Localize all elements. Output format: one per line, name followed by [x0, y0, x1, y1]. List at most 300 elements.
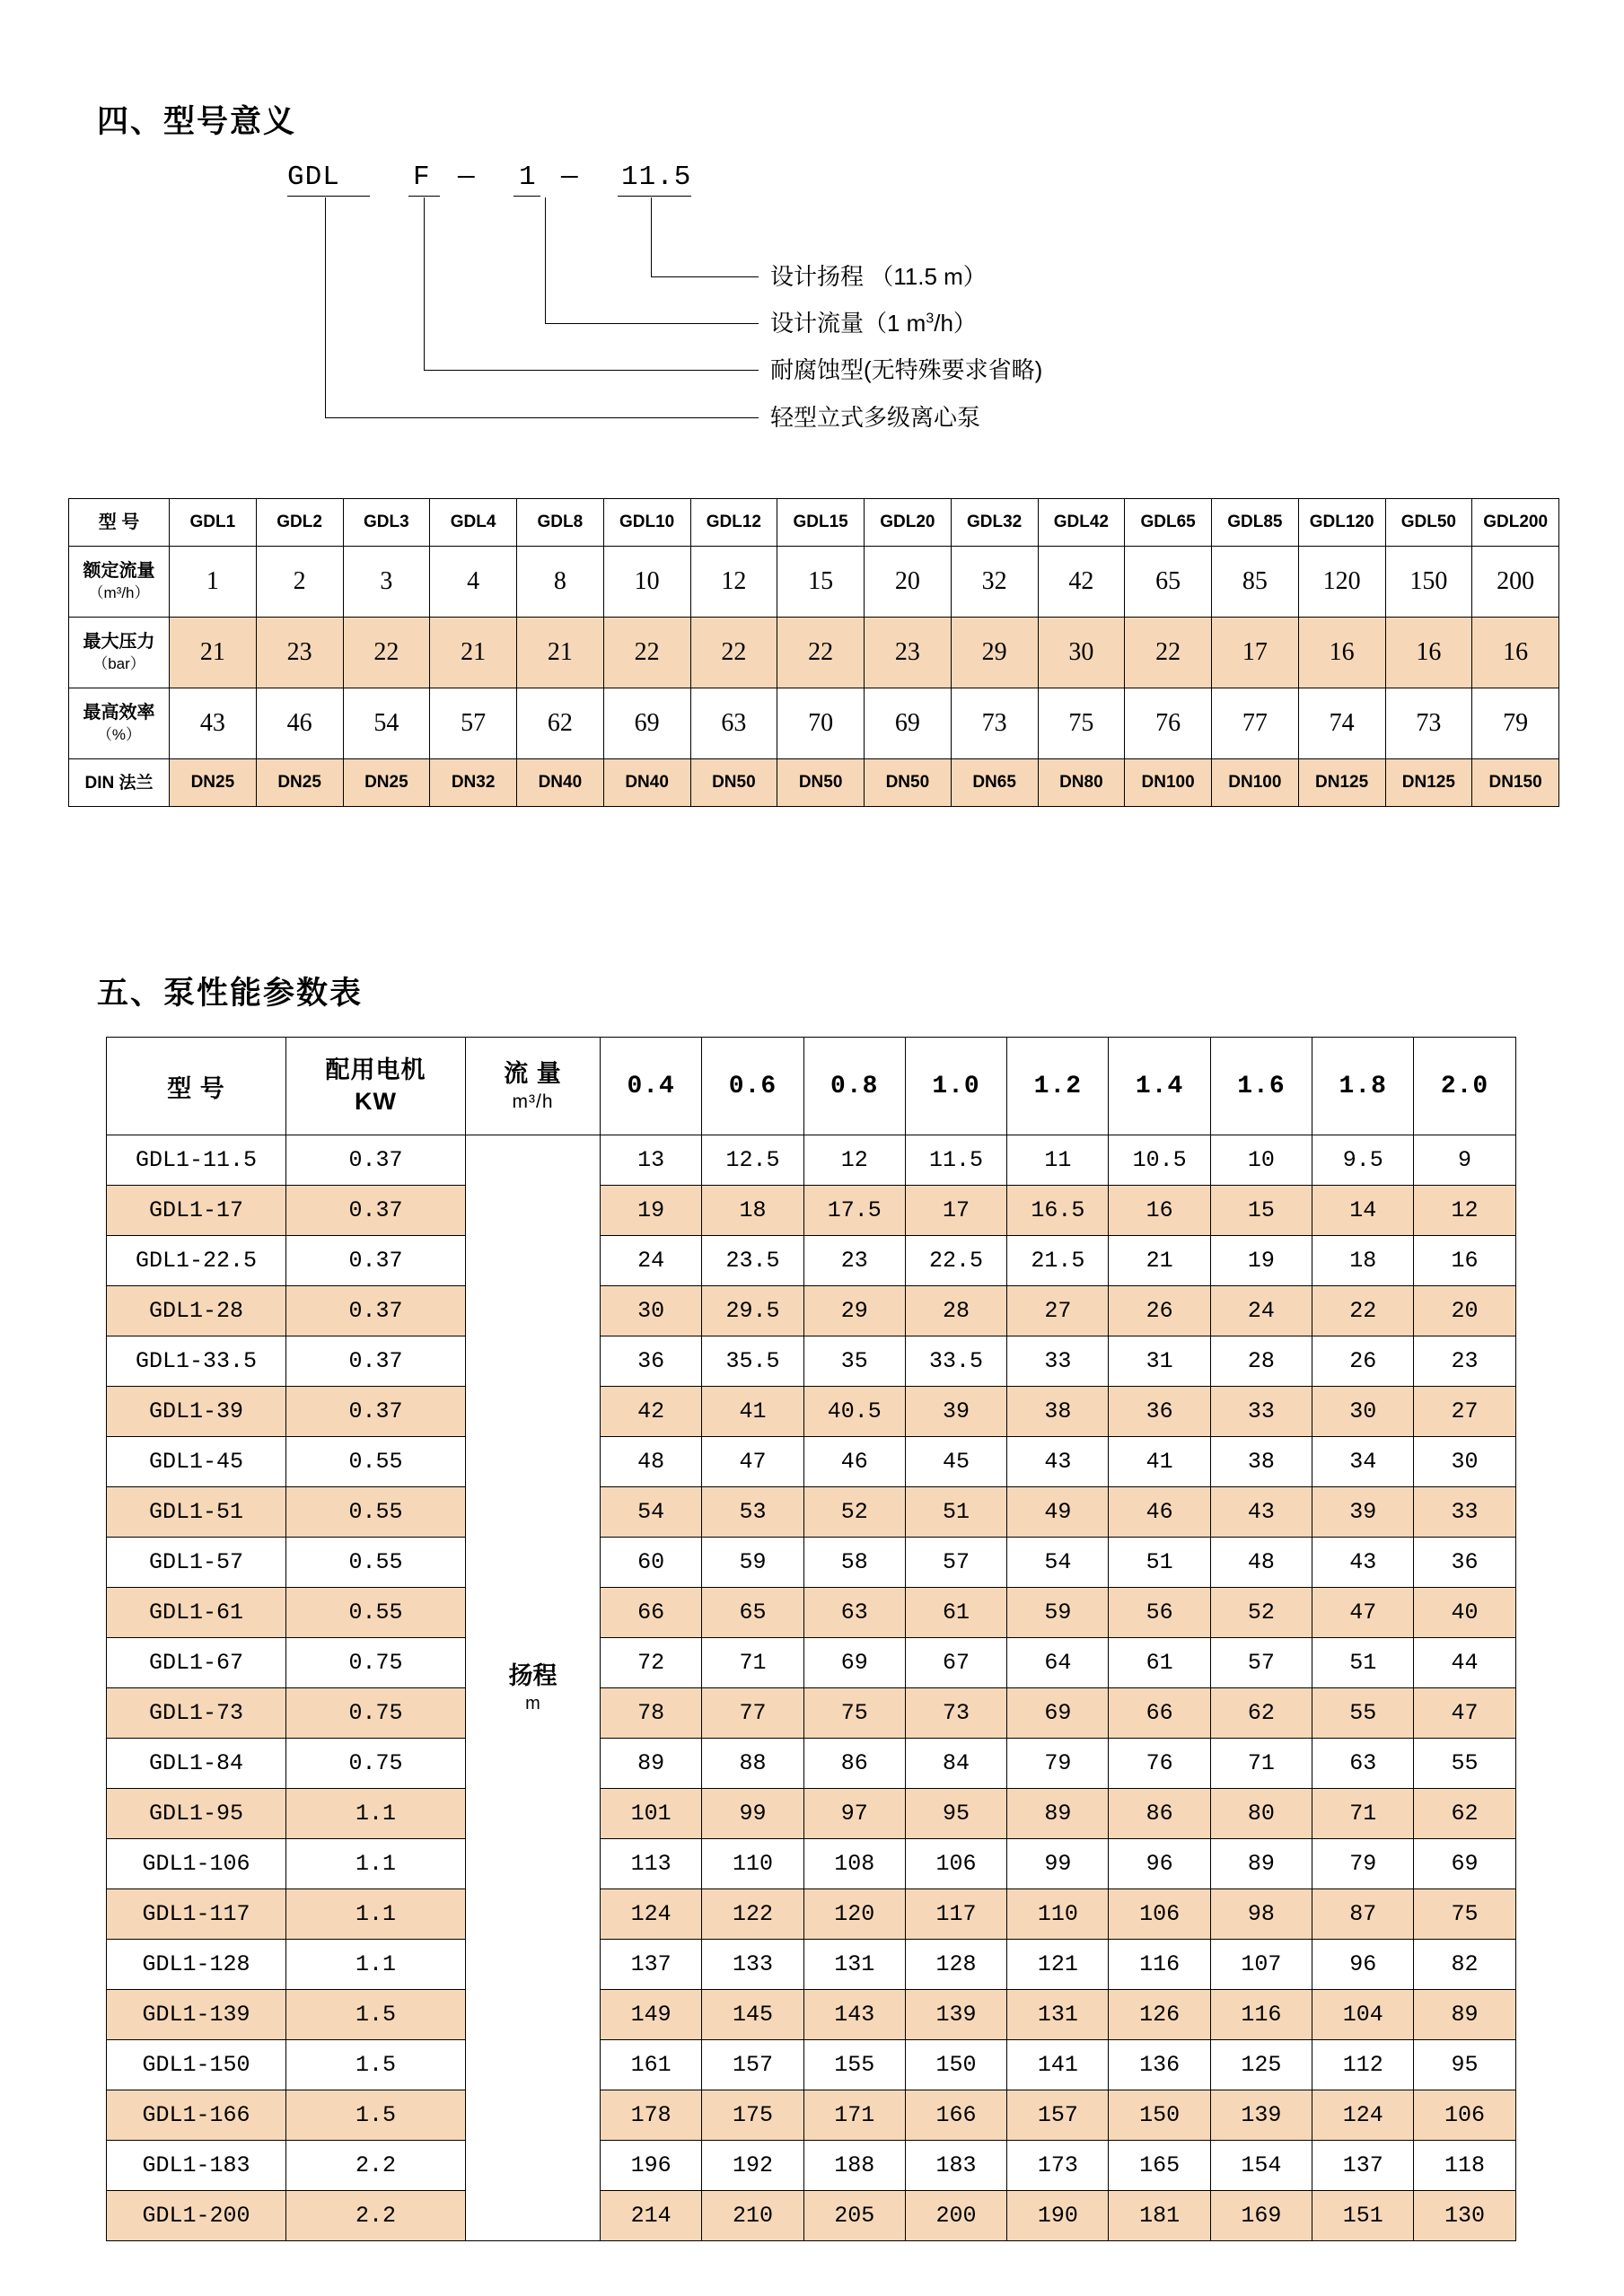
- table-row: [107, 1789, 1516, 1839]
- cell-head-value: 108: [803, 1839, 905, 1889]
- cell-max-pressure-10: 30: [1038, 618, 1125, 688]
- cell-max-pressure-2: 22: [343, 618, 430, 688]
- cell-head-value: 44: [1414, 1638, 1515, 1688]
- cell-head-value: 63: [803, 1588, 905, 1638]
- cell-head-value: 35.5: [702, 1336, 803, 1387]
- flow-label-tail: /h）: [934, 310, 977, 337]
- head-label-line1: 扬程: [508, 1661, 557, 1689]
- cell-head-value: 155: [803, 2040, 905, 2090]
- cell-head-value: 36: [601, 1336, 702, 1387]
- cell-head-value: 150: [1109, 2090, 1210, 2141]
- cell-max-pressure-11: 22: [1125, 618, 1212, 688]
- cell-head-value: 21: [1109, 1236, 1210, 1286]
- cell-head-value: 11: [1007, 1135, 1109, 1186]
- cell-head-value: 95: [905, 1789, 1006, 1839]
- cell-rated-flow-11: 65: [1125, 547, 1212, 618]
- cell-motor-kw: 0.75: [286, 1739, 466, 1789]
- cell-head-value: 33: [1210, 1387, 1312, 1437]
- cell-head-value: 55: [1414, 1739, 1515, 1789]
- leader-h-flow: [545, 323, 759, 324]
- cell-head-value: 15: [1210, 1186, 1312, 1236]
- table-row: [107, 1990, 1516, 2040]
- cell-din-flange-10: DN80: [1038, 759, 1125, 807]
- cell-head-value: 18: [702, 1186, 803, 1236]
- cell-head-value: 18: [1312, 1236, 1414, 1286]
- col-header-flow-7: 1.8: [1312, 1038, 1414, 1135]
- cell-max-pressure-5: 22: [603, 618, 690, 688]
- cell-din-flange-13: DN125: [1298, 759, 1385, 807]
- cell-max-efficiency-4: 62: [517, 688, 604, 759]
- cell-head-value: 57: [1210, 1638, 1312, 1688]
- cell-head-value: 45: [905, 1437, 1006, 1487]
- cell-head-value: 11.5: [905, 1135, 1006, 1186]
- col-header-model-8: GDL20: [865, 499, 952, 547]
- cell-max-efficiency-13: 74: [1298, 688, 1385, 759]
- cell-max-pressure-3: 21: [430, 618, 517, 688]
- table-row: [107, 1588, 1516, 1638]
- col-header-perf-motor: [286, 1038, 466, 1135]
- model-specification-table: [68, 498, 1559, 807]
- cell-head-value: 59: [702, 1538, 803, 1588]
- row-header-max-efficiency-title: 最高效率: [83, 703, 155, 723]
- cell-head-value: 54: [601, 1487, 702, 1538]
- row-header-din-flange-text: DIN 法兰: [84, 773, 154, 793]
- cell-max-pressure-14: 16: [1385, 618, 1472, 688]
- cell-head-value: 36: [1414, 1538, 1515, 1588]
- cell-head-value: 121: [1007, 1940, 1109, 1990]
- leader-line-corrosion: [424, 197, 425, 370]
- cell-head-value: 116: [1210, 1990, 1312, 2040]
- cell-model: GDL1-22.5: [107, 1236, 286, 1286]
- row-header-rated-flow-unit: （m³/h）: [88, 584, 150, 602]
- cell-model: GDL1-200: [107, 2191, 286, 2241]
- table-row: [107, 1638, 1516, 1688]
- cell-din-flange-6: DN50: [690, 759, 777, 807]
- cell-head-value: 86: [803, 1739, 905, 1789]
- pump-performance-table: [106, 1037, 1516, 2241]
- cell-head-value: 60: [601, 1538, 702, 1588]
- leader-h-head: [651, 276, 759, 277]
- cell-rated-flow-3: 4: [430, 547, 517, 618]
- cell-max-pressure-12: 17: [1212, 618, 1299, 688]
- cell-din-flange-5: DN40: [603, 759, 690, 807]
- cell-din-flange-8: DN50: [865, 759, 952, 807]
- row-header-max-pressure: [69, 618, 170, 688]
- cell-din-flange-14: DN125: [1385, 759, 1472, 807]
- cell-head-value: 56: [1109, 1588, 1210, 1638]
- cell-head-value: 110: [1007, 1889, 1109, 1940]
- cell-head-value: 40.5: [803, 1387, 905, 1437]
- cell-model: GDL1-39: [107, 1387, 286, 1437]
- cell-head-value: 20: [1414, 1286, 1515, 1336]
- cell-head-value: 75: [1414, 1889, 1515, 1940]
- cell-rated-flow-5: 10: [603, 547, 690, 618]
- table-row: [107, 1437, 1516, 1487]
- cell-motor-kw: 0.55: [286, 1487, 466, 1538]
- table-row-din-flange: [69, 759, 1559, 807]
- table-row: [107, 1336, 1516, 1387]
- cell-head-value: 31: [1109, 1336, 1210, 1387]
- flow-label-sup: 3: [926, 311, 935, 327]
- cell-rated-flow-9: 32: [951, 547, 1038, 618]
- cell-head-value: 88: [702, 1739, 803, 1789]
- cell-head-value: 169: [1210, 2191, 1312, 2241]
- cell-head-value: 22.5: [905, 1236, 1006, 1286]
- cell-motor-kw: 1.1: [286, 1789, 466, 1839]
- cell-max-pressure-8: 23: [865, 618, 952, 688]
- cell-model: GDL1-128: [107, 1940, 286, 1990]
- cell-head-value: 95: [1414, 2040, 1515, 2090]
- cell-head-value: 48: [1210, 1538, 1312, 1588]
- cell-max-efficiency-6: 63: [690, 688, 777, 759]
- cell-head-value: 104: [1312, 1990, 1414, 2040]
- cell-max-efficiency-5: 69: [603, 688, 690, 759]
- cell-head-label: [466, 1135, 601, 2241]
- cell-head-value: 106: [1109, 1889, 1210, 1940]
- row-header-rated-flow: [69, 547, 170, 618]
- cell-head-value: 71: [1210, 1739, 1312, 1789]
- col-header-flow-1: 0.6: [702, 1038, 803, 1135]
- cell-head-value: 181: [1109, 2191, 1210, 2241]
- cell-head-value: 16: [1109, 1186, 1210, 1236]
- cell-head-value: 40: [1414, 1588, 1515, 1638]
- cell-head-value: 66: [1109, 1688, 1210, 1739]
- table-row: [107, 1236, 1516, 1286]
- leader-line-pumptype: [325, 197, 326, 417]
- cell-head-value: 71: [1312, 1789, 1414, 1839]
- code-token-gdl: GDL: [287, 162, 340, 193]
- cell-head-value: 151: [1312, 2191, 1414, 2241]
- cell-max-pressure-0: 21: [170, 618, 257, 688]
- cell-model: GDL1-106: [107, 1839, 286, 1889]
- cell-head-value: 143: [803, 1990, 905, 2040]
- cell-model: GDL1-117: [107, 1889, 286, 1940]
- cell-motor-kw: 0.75: [286, 1688, 466, 1739]
- col-header-model-13: GDL120: [1298, 499, 1385, 547]
- cell-motor-kw: 1.5: [286, 2090, 466, 2141]
- cell-rated-flow-4: 8: [517, 547, 604, 618]
- code-token-f: F: [413, 162, 431, 193]
- cell-head-value: 145: [702, 1990, 803, 2040]
- col-header-model-6: GDL12: [690, 499, 777, 547]
- row-header-max-pressure-unit: （bar）: [92, 655, 145, 673]
- cell-head-value: 101: [601, 1789, 702, 1839]
- cell-max-pressure-4: 21: [517, 618, 604, 688]
- cell-rated-flow-0: 1: [170, 547, 257, 618]
- cell-max-efficiency-7: 70: [777, 688, 865, 759]
- cell-model: GDL1-57: [107, 1538, 286, 1588]
- cell-head-value: 125: [1210, 2040, 1312, 2090]
- cell-head-value: 67: [905, 1638, 1006, 1688]
- cell-head-value: 69: [1007, 1688, 1109, 1739]
- table-row: [107, 1839, 1516, 1889]
- cell-head-value: 41: [1109, 1437, 1210, 1487]
- cell-head-value: 188: [803, 2141, 905, 2191]
- cell-head-value: 99: [1007, 1839, 1109, 1889]
- col-header-flow-6: 1.6: [1210, 1038, 1312, 1135]
- cell-head-value: 89: [1414, 1990, 1515, 2040]
- cell-motor-kw: 1.1: [286, 1839, 466, 1889]
- cell-head-value: 52: [1210, 1588, 1312, 1638]
- cell-max-efficiency-2: 54: [343, 688, 430, 759]
- cell-rated-flow-15: 200: [1472, 547, 1559, 618]
- cell-head-value: 19: [1210, 1236, 1312, 1286]
- cell-head-value: 28: [1210, 1336, 1312, 1387]
- row-header-max-efficiency-unit: （%）: [96, 726, 142, 744]
- row-header-max-pressure-title: 最大压力: [83, 632, 155, 653]
- cell-model: GDL1-73: [107, 1688, 286, 1739]
- cell-head-value: 30: [1312, 1387, 1414, 1437]
- leader-label-design-head: 设计扬程 （11.5 m）: [770, 263, 987, 290]
- row-header-rated-flow-title: 额定流量: [83, 561, 155, 582]
- cell-model: GDL1-61: [107, 1588, 286, 1638]
- motor-label-line2: KW: [355, 1088, 397, 1115]
- col-header-model-2: GDL3: [343, 499, 430, 547]
- table-row: [107, 2191, 1516, 2241]
- leader-line-head: [651, 197, 652, 276]
- head-label-line2: m: [525, 1694, 540, 1714]
- cell-head-value: 76: [1109, 1739, 1210, 1789]
- leader-h-corrosion: [424, 370, 759, 371]
- cell-max-efficiency-8: 69: [865, 688, 952, 759]
- cell-head-value: 87: [1312, 1889, 1414, 1940]
- cell-model: GDL1-11.5: [107, 1135, 286, 1186]
- cell-head-value: 72: [601, 1638, 702, 1688]
- cell-max-pressure-7: 22: [777, 618, 865, 688]
- cell-head-value: 131: [1007, 1990, 1109, 2040]
- cell-head-value: 130: [1414, 2191, 1515, 2241]
- cell-head-value: 75: [803, 1688, 905, 1739]
- code-token-dash2: —: [561, 162, 579, 193]
- cell-din-flange-1: DN25: [256, 759, 343, 807]
- page-title-section-five: 五、泵性能参数表: [97, 976, 364, 1011]
- col-header-flow-2: 0.8: [803, 1038, 905, 1135]
- cell-head-value: 16.5: [1007, 1186, 1109, 1236]
- cell-head-value: 161: [601, 2040, 702, 2090]
- cell-head-value: 39: [1312, 1487, 1414, 1538]
- cell-head-value: 112: [1312, 2040, 1414, 2090]
- cell-head-value: 69: [1414, 1839, 1515, 1889]
- col-header-flow-3: 1.0: [905, 1038, 1006, 1135]
- col-header-perf-model: 型 号: [107, 1038, 286, 1135]
- cell-head-value: 78: [601, 1688, 702, 1739]
- table-row: [107, 1186, 1516, 1236]
- cell-head-value: 27: [1007, 1286, 1109, 1336]
- cell-head-value: 126: [1109, 1990, 1210, 2040]
- cell-rated-flow-10: 42: [1038, 547, 1125, 618]
- cell-head-value: 55: [1312, 1688, 1414, 1739]
- row-header-model: [69, 499, 170, 547]
- cell-head-value: 30: [601, 1286, 702, 1336]
- cell-model: GDL1-95: [107, 1789, 286, 1839]
- col-header-model-1: GDL2: [256, 499, 343, 547]
- cell-head-value: 14: [1312, 1186, 1414, 1236]
- cell-head-value: 33.5: [905, 1336, 1006, 1387]
- cell-head-value: 48: [601, 1437, 702, 1487]
- code-underline-gdl: [287, 196, 370, 197]
- cell-head-value: 200: [905, 2191, 1006, 2241]
- cell-motor-kw: 0.37: [286, 1336, 466, 1387]
- cell-head-value: 66: [601, 1588, 702, 1638]
- cell-head-value: 137: [1312, 2141, 1414, 2191]
- cell-motor-kw: 2.2: [286, 2191, 466, 2241]
- cell-motor-kw: 2.2: [286, 2141, 466, 2191]
- cell-head-value: 137: [601, 1940, 702, 1990]
- cell-head-value: 28: [905, 1286, 1006, 1336]
- cell-head-value: 43: [1210, 1487, 1312, 1538]
- cell-din-flange-3: DN32: [430, 759, 517, 807]
- cell-motor-kw: 1.1: [286, 1889, 466, 1940]
- cell-head-value: 149: [601, 1990, 702, 2040]
- cell-head-value: 13: [601, 1135, 702, 1186]
- cell-motor-kw: 0.37: [286, 1236, 466, 1286]
- col-header-model-15: GDL200: [1472, 499, 1559, 547]
- flow-label-line1: 流 量: [504, 1059, 562, 1087]
- cell-head-value: 23.5: [702, 1236, 803, 1286]
- col-header-model-11: GDL65: [1125, 499, 1212, 547]
- cell-rated-flow-7: 15: [777, 547, 865, 618]
- cell-head-value: 30: [1414, 1437, 1515, 1487]
- cell-head-value: 57: [905, 1538, 1006, 1588]
- cell-head-value: 118: [1414, 2141, 1515, 2191]
- cell-max-pressure-15: 16: [1472, 618, 1559, 688]
- cell-model: GDL1-139: [107, 1990, 286, 2040]
- cell-head-value: 42: [601, 1387, 702, 1437]
- col-header-model-4: GDL8: [517, 499, 604, 547]
- cell-head-value: 47: [1414, 1688, 1515, 1739]
- cell-motor-kw: 0.37: [286, 1387, 466, 1437]
- cell-head-value: 53: [702, 1487, 803, 1538]
- cell-head-value: 27: [1414, 1387, 1515, 1437]
- col-header-model-3: GDL4: [430, 499, 517, 547]
- cell-head-value: 38: [1007, 1387, 1109, 1437]
- cell-rated-flow-14: 150: [1385, 547, 1472, 618]
- cell-head-value: 205: [803, 2191, 905, 2241]
- cell-model: GDL1-67: [107, 1638, 286, 1688]
- cell-head-value: 79: [1312, 1839, 1414, 1889]
- cell-head-value: 175: [702, 2090, 803, 2141]
- leader-label-pump-type: 轻型立式多级离心泵: [770, 404, 981, 431]
- cell-head-value: 192: [702, 2141, 803, 2191]
- motor-label-line1: 配用电机: [325, 1056, 426, 1083]
- cell-head-value: 29.5: [702, 1286, 803, 1336]
- cell-head-value: 35: [803, 1336, 905, 1387]
- flow-label-head: 设计流量（1 m: [770, 310, 926, 337]
- table-row: [107, 1889, 1516, 1940]
- cell-head-value: 54: [1007, 1538, 1109, 1588]
- cell-din-flange-11: DN100: [1125, 759, 1212, 807]
- cell-model: GDL1-183: [107, 2141, 286, 2191]
- cell-head-value: 89: [1007, 1789, 1109, 1839]
- cell-max-efficiency-1: 46: [256, 688, 343, 759]
- cell-head-value: 12.5: [702, 1135, 803, 1186]
- cell-head-value: 141: [1007, 2040, 1109, 2090]
- leader-line-flow: [545, 197, 546, 323]
- cell-head-value: 46: [1109, 1487, 1210, 1538]
- cell-head-value: 124: [1312, 2090, 1414, 2141]
- cell-head-value: 79: [1007, 1739, 1109, 1789]
- cell-model: GDL1-51: [107, 1487, 286, 1538]
- cell-head-value: 214: [601, 2191, 702, 2241]
- cell-max-efficiency-10: 75: [1038, 688, 1125, 759]
- cell-head-value: 41: [702, 1387, 803, 1437]
- table-row-max-efficiency: [69, 688, 1559, 759]
- cell-head-value: 16: [1414, 1236, 1515, 1286]
- cell-din-flange-0: DN25: [170, 759, 257, 807]
- table-row: [107, 1135, 1516, 1186]
- cell-din-flange-15: DN150: [1472, 759, 1559, 807]
- col-header-flow-8: 2.0: [1414, 1038, 1515, 1135]
- row-header-max-efficiency: [69, 688, 170, 759]
- cell-head-value: 12: [1414, 1186, 1515, 1236]
- cell-head-value: 166: [905, 2090, 1006, 2141]
- cell-head-value: 21.5: [1007, 1236, 1109, 1286]
- cell-max-efficiency-12: 77: [1212, 688, 1299, 759]
- cell-head-value: 99: [702, 1789, 803, 1839]
- cell-head-value: 80: [1210, 1789, 1312, 1839]
- cell-head-value: 196: [601, 2141, 702, 2191]
- table-row: [107, 2040, 1516, 2090]
- cell-head-value: 171: [803, 2090, 905, 2141]
- cell-head-value: 173: [1007, 2141, 1109, 2191]
- col-header-model-9: GDL32: [951, 499, 1038, 547]
- cell-head-value: 106: [905, 1839, 1006, 1889]
- cell-din-flange-2: DN25: [343, 759, 430, 807]
- cell-head-value: 107: [1210, 1940, 1312, 1990]
- model-code-diagram: [287, 162, 1275, 503]
- cell-head-value: 71: [702, 1638, 803, 1688]
- cell-max-efficiency-0: 43: [170, 688, 257, 759]
- cell-rated-flow-6: 12: [690, 547, 777, 618]
- cell-head-value: 9.5: [1312, 1135, 1414, 1186]
- cell-max-pressure-13: 16: [1298, 618, 1385, 688]
- cell-head-value: 43: [1007, 1437, 1109, 1487]
- cell-head-value: 82: [1414, 1940, 1515, 1990]
- cell-head-value: 34: [1312, 1437, 1414, 1487]
- cell-head-value: 124: [601, 1889, 702, 1940]
- code-token-dash1: —: [458, 162, 476, 193]
- cell-max-efficiency-9: 73: [951, 688, 1038, 759]
- cell-head-value: 113: [601, 1839, 702, 1889]
- cell-head-value: 38: [1210, 1437, 1312, 1487]
- cell-model: GDL1-166: [107, 2090, 286, 2141]
- cell-head-value: 110: [702, 1839, 803, 1889]
- cell-head-value: 36: [1109, 1387, 1210, 1437]
- cell-head-value: 51: [905, 1487, 1006, 1538]
- col-header-model-12: GDL85: [1212, 499, 1299, 547]
- code-underline-1: [514, 196, 540, 197]
- cell-head-value: 23: [1414, 1336, 1515, 1387]
- table-row: [107, 2141, 1516, 2191]
- cell-head-value: 19: [601, 1186, 702, 1236]
- cell-head-value: 136: [1109, 2040, 1210, 2090]
- cell-max-pressure-9: 29: [951, 618, 1038, 688]
- cell-head-value: 178: [601, 2090, 702, 2141]
- cell-rated-flow-13: 120: [1298, 547, 1385, 618]
- table-row: [107, 1688, 1516, 1739]
- cell-max-efficiency-11: 76: [1125, 688, 1212, 759]
- table-row: [107, 1286, 1516, 1336]
- cell-motor-kw: 0.55: [286, 1437, 466, 1487]
- table-row: [107, 1538, 1516, 1588]
- cell-rated-flow-8: 20: [865, 547, 952, 618]
- cell-model: GDL1-17: [107, 1186, 286, 1236]
- cell-head-value: 139: [905, 1990, 1006, 2040]
- cell-head-value: 47: [1312, 1588, 1414, 1638]
- cell-head-value: 33: [1007, 1336, 1109, 1387]
- table-row: [107, 1487, 1516, 1538]
- cell-head-value: 154: [1210, 2141, 1312, 2191]
